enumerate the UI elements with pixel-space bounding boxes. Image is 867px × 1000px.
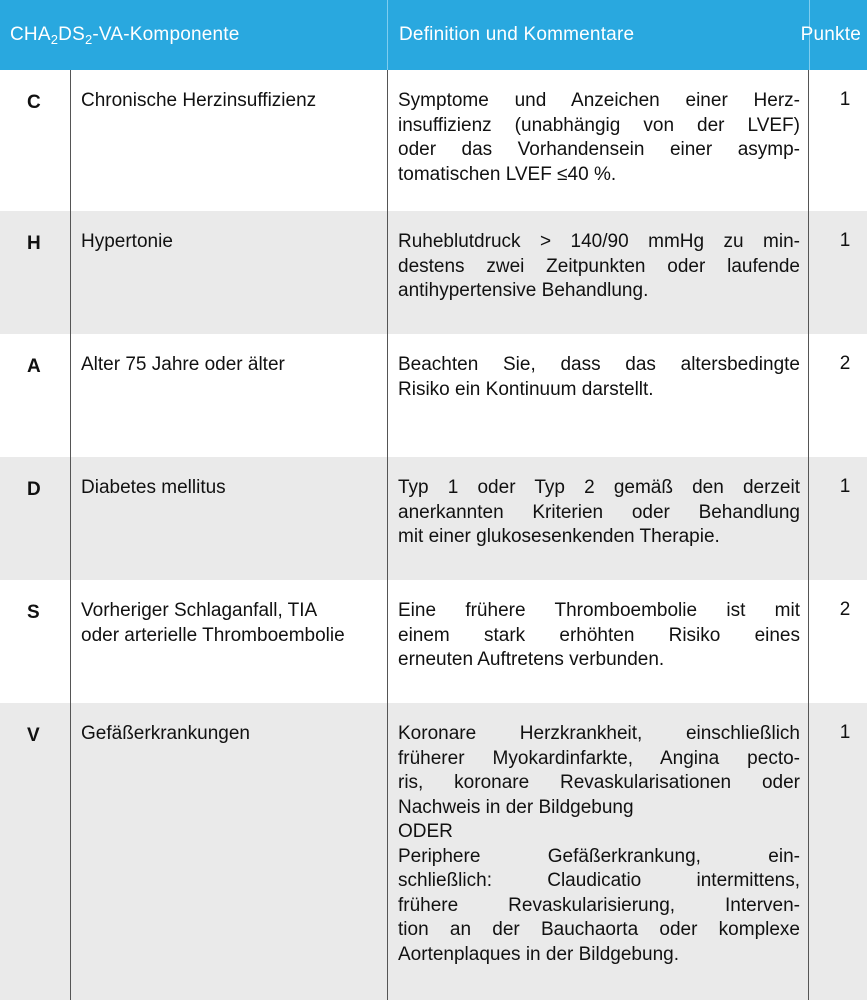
definition-line: tomatischen LVEF ≤40 %. (398, 163, 617, 185)
points-cell: 1 (839, 230, 851, 251)
definition-line: destens zwei Zeitpunkten oder laufende (398, 255, 800, 277)
header-text: CHA (10, 24, 51, 45)
component-name (70, 334, 387, 457)
component-letter: D (27, 479, 41, 500)
header-text: -VA-Komponente (92, 24, 240, 45)
definition-line: ODER (398, 821, 453, 842)
component-name (70, 457, 387, 580)
points-cell: 2 (839, 599, 851, 620)
definition-line: Ruheblutdruck > 140/90 mmHg zu min- (398, 231, 800, 252)
definition-line: oder das Vorhandensein einer asymp- (398, 139, 800, 160)
header-definition: Definition und Kommentare (387, 0, 809, 70)
component-name-line: Vorheriger Schlaganfall, TIA (81, 600, 318, 621)
component-letter: S (27, 602, 40, 623)
points-cell: 1 (839, 89, 851, 110)
component-name-line: Alter 75 Jahre oder älter (81, 354, 285, 375)
table-row (0, 211, 867, 334)
definition-line: Periphere Gefäßerkrankung, ein- (398, 845, 800, 867)
table-row (0, 334, 867, 457)
definition-line: erneuten Auftretens verbunden. (398, 649, 665, 670)
table-row (0, 703, 867, 1000)
definition-line: antihypertensive Behandlung. (398, 280, 649, 301)
definition-line: schließlich: Claudicatio intermittens, (398, 870, 800, 891)
definition-line: Typ 1 oder Typ 2 gemäß den derzeit (398, 477, 800, 498)
definition-cell (387, 211, 809, 334)
definition-line: Beachten Sie, dass das altersbedingte (398, 354, 800, 375)
component-name-line: Diabetes mellitus (81, 477, 226, 498)
component-name (70, 211, 387, 334)
table-row (0, 580, 867, 703)
component-letter: H (27, 233, 41, 254)
component-letter: C (27, 92, 41, 113)
definition-line: Koronare Herzkrankheit, einschließlich (398, 723, 800, 744)
component-name (70, 580, 387, 703)
component-name-line: Gefäßerkrankungen (81, 723, 250, 744)
component-name-line: Hypertonie (81, 231, 173, 252)
component-name-line: oder arterielle Thromboembolie (81, 624, 345, 646)
table-row (0, 457, 867, 580)
definition-line: ris, koronare Revaskularisationen oder (398, 772, 800, 793)
definition-cell (387, 703, 809, 1000)
points-cell: 2 (839, 353, 851, 374)
definition-line: Eine frühere Thromboembolie ist mit (398, 600, 800, 621)
definition-cell (387, 580, 809, 703)
component-name (70, 703, 387, 1000)
header-subscript: 2 (50, 32, 59, 47)
points-cell: 1 (839, 476, 851, 497)
definition-line: insuffizienz (unabhängig von der LVEF) (398, 114, 800, 136)
definition-line: Symptome und Anzeichen einer Herz- (398, 90, 800, 111)
definition-cell (387, 457, 809, 580)
definition-cell (387, 334, 809, 457)
table-row (0, 70, 867, 211)
definition-line: frühere Revaskularisierung, Interven- (398, 894, 800, 916)
points-cell: 1 (839, 722, 851, 743)
header-text: DS (58, 24, 85, 45)
header-subscript: 2 (84, 32, 93, 47)
definition-line: Nachweis in der Bildgebung (398, 796, 634, 818)
header-points: Punkte (809, 0, 867, 70)
definition-line: früherer Myokardinfarkte, Angina pecto- (398, 747, 800, 769)
definition-line: tion an der Bauchaorta oder komplexe (398, 919, 800, 940)
component-letter: A (27, 356, 41, 377)
table-body (0, 70, 867, 1000)
definition-line: einem stark erhöhten Risiko eines (398, 624, 800, 646)
definition-line: Aortenplaques in der Bildgebung. (398, 943, 679, 965)
definition-line: anerkannten Kriterien oder Behandlung (398, 501, 800, 523)
component-name (70, 70, 387, 211)
definition-line: Risiko ein Kontinuum darstellt. (398, 378, 654, 400)
definition-cell (387, 70, 809, 211)
component-letter: V (27, 725, 40, 746)
table-header (0, 0, 867, 70)
component-name-line: Chronische Herzinsuffizienz (81, 90, 317, 111)
header-component (0, 24, 387, 46)
definition-line: mit einer glukosesenkenden Therapie. (398, 526, 720, 547)
